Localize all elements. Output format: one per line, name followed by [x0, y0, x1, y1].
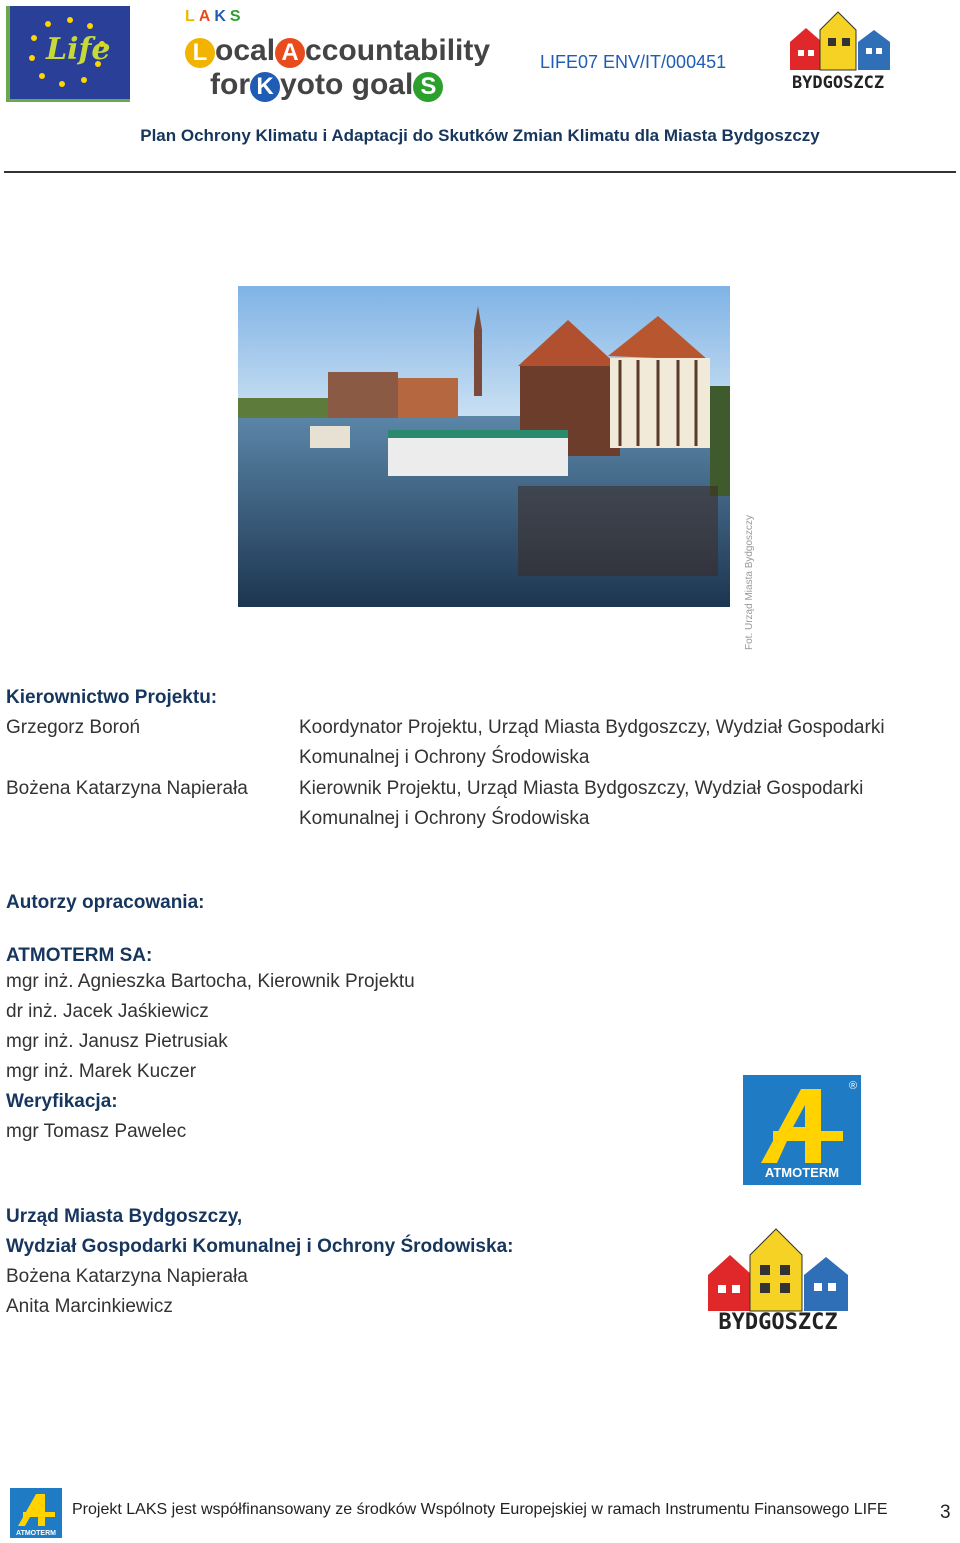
manager-name: Grzegorz Boroń: [6, 717, 141, 738]
laks-acronym: LAKS: [185, 8, 245, 25]
city-houses-icon: [768, 8, 908, 94]
laks-letter-k: K: [250, 72, 280, 102]
city-office-block: [6, 1202, 513, 1322]
city-office-name: Urząd Miasta Bydgoszczy,: [6, 1206, 243, 1227]
author-list: [6, 967, 415, 1147]
city-photo: [238, 286, 730, 607]
manager-role-line-2: Komunalnej i Ochrony Środowiska: [299, 808, 590, 829]
city-office-department: Wydział Gospodarki Komunalnej i Ochrony Środowiska:: [6, 1236, 514, 1257]
document-header-title: Plan Ochrony Klimatu i Adaptacji do Skutków Zmian Klimatu dla Miasta Bydgoszczy: [140, 126, 820, 145]
manager-role-line-1: Koordynator Projektu, Urząd Miasta Bydgoszczy, Wydział Gospodarki: [299, 717, 885, 738]
city-office-person: Anita Marcinkiewicz: [6, 1296, 173, 1317]
photo-credit: Fot. Urząd Miasta Bydgoszczy: [744, 514, 755, 650]
city-houses-icon: [688, 1225, 868, 1337]
company-name: ATMOTERM SA:: [6, 945, 153, 966]
author-item: mgr inż. Janusz Pietrusiak: [6, 1031, 228, 1052]
manager-role-line-2: Komunalnej i Ochrony Środowiska: [299, 747, 590, 768]
footer-atmoterm-logo: [10, 1488, 62, 1538]
laks-small-text: [185, 8, 245, 26]
manager-role-line-1: Kierownik Projektu, Urząd Miasta Bydgoszczy, Wydział Gospodarki: [299, 778, 864, 799]
city-office-person: Bożena Katarzyna Napierała: [6, 1266, 248, 1287]
laks-logo: [185, 8, 495, 100]
riverside-photo-illustration: [238, 286, 730, 607]
authors-heading: Autorzy opracowania:: [6, 892, 205, 913]
laks-word-for: for: [210, 68, 250, 101]
verifier-name: mgr Tomasz Pawelec: [6, 1121, 187, 1142]
laks-line-1: [185, 34, 490, 68]
laks-word-yoto-goal: yoto goal: [280, 68, 414, 101]
laks-line-2: [210, 68, 443, 102]
manager-role: [299, 713, 939, 773]
city-logo-text: BYDGOSZCZ: [791, 73, 885, 93]
author-item: dr inż. Jacek Jaśkiewicz: [6, 1001, 209, 1022]
atmoterm-a-icon: [743, 1075, 861, 1185]
page-number: 3: [940, 1502, 951, 1523]
city-logo-text: BYDGOSZCZ: [718, 1310, 838, 1335]
laks-word-ocal: ocal: [215, 34, 276, 67]
footer-logo-text: ATMOTERM: [16, 1530, 56, 1537]
atmoterm-logo-text: ATMOTERM: [764, 1165, 840, 1180]
life-logo: [6, 6, 130, 102]
author-item: mgr inż. Marek Kuczer: [6, 1061, 197, 1082]
life-logo-text: Life: [46, 32, 111, 67]
bydgoszcz-logo-top: [768, 8, 908, 94]
project-code: LIFE07 ENV/IT/000451: [540, 52, 727, 72]
header-rule: [4, 171, 956, 173]
management-heading: Kierownictwo Projektu:: [6, 687, 218, 708]
laks-letter-s: S: [413, 72, 443, 102]
author-item: mgr inż. Agnieszka Bartocha, Kierownik Projektu: [6, 971, 415, 992]
laks-letter-l: L: [185, 38, 215, 68]
svg-text:®: ®: [849, 1080, 858, 1092]
footer-text: Projekt LAKS jest współfinansowany ze środków Wspólnoty Europejskiej w ramach Instrumentu Finansowego LIFE: [72, 1501, 888, 1518]
verification-heading: Weryfikacja:: [6, 1091, 118, 1112]
laks-word-ccountability: ccountability: [305, 34, 491, 67]
bydgoszcz-logo-bottom: [688, 1225, 868, 1337]
manager-name: Bożena Katarzyna Napierała: [6, 778, 248, 799]
atmoterm-a-icon: [10, 1488, 62, 1538]
laks-letter-a: A: [275, 38, 305, 68]
atmoterm-logo: [743, 1075, 861, 1185]
manager-role: [299, 774, 939, 834]
